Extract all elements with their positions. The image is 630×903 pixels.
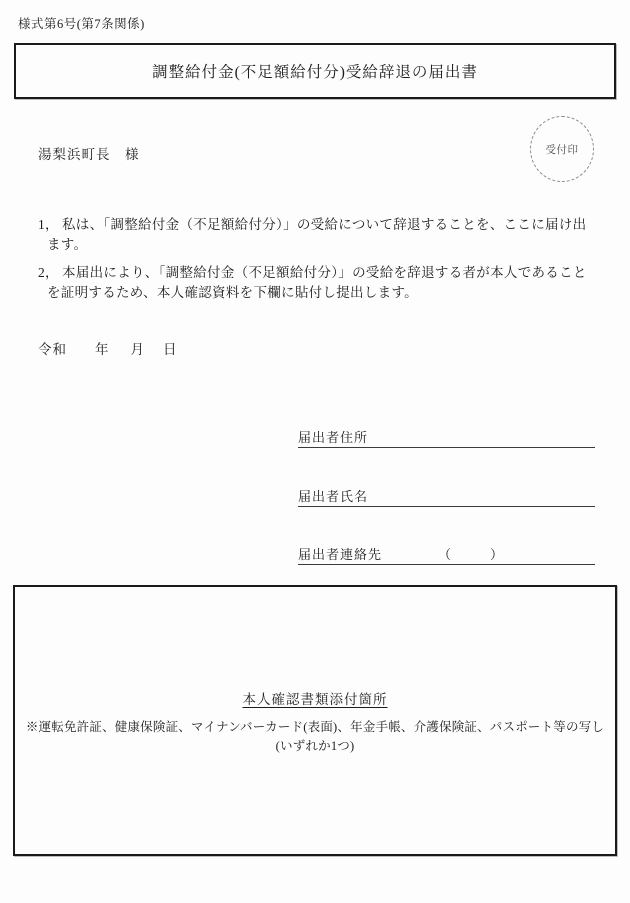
clause-1-text-line1: 私は、「調整給付金（不足額給付分）」の受給について辞退することを、ここに届け出: [62, 217, 587, 232]
applicant-contact-label: 届出者連絡先: [298, 547, 383, 562]
date-era-label: 令和: [38, 342, 67, 357]
applicant-name-field: [298, 488, 595, 507]
applicant-address-field: [298, 429, 595, 448]
id-attachment-note-line1: ※運転免許証、健康保険証、マイナンバーカード(表面)、年金手帳、介護保険証、パスポート等の写し: [25, 720, 605, 734]
contact-parentheses: （ ）: [438, 547, 504, 562]
applicant-name-label: 届出者氏名: [298, 489, 369, 504]
id-attachment-note-line2: (いずれか1つ): [275, 739, 355, 753]
date-day-label: 日: [163, 342, 178, 357]
clause-1-text-line2: ます。: [47, 237, 88, 252]
date-line: [38, 338, 178, 358]
date-year-label: 年: [95, 342, 110, 357]
form-number-label: 様式第6号(第7条関係): [18, 17, 145, 31]
id-attachment-box: [13, 585, 617, 856]
id-attachment-heading: 本人確認書類添付箇所: [242, 692, 388, 707]
clause-2-text-line1: 本届出により、「調整給付金（不足額給付分）」の受給を辞退する者が本人であること: [62, 265, 587, 280]
date-month-label: 月: [130, 342, 145, 357]
clause-2-text-line2: を証明するため、本人確認資料を下欄に貼付し提出します。: [47, 285, 418, 300]
applicant-address-label: 届出者住所: [298, 430, 369, 445]
clause-item-1: [38, 215, 606, 255]
clause-2-number: 2，: [38, 265, 59, 280]
reception-stamp-circle: [530, 116, 594, 182]
document-title: 調整給付金(不足額給付分)受給辞退の届出書: [152, 64, 478, 81]
clause-item-2: [38, 263, 606, 303]
applicant-contact-field: [298, 546, 595, 565]
reception-stamp-label: 受付印: [545, 144, 579, 156]
title-box: [14, 43, 616, 99]
addressee-line: 湯梨浜町長 様: [38, 147, 140, 162]
clause-1-number: 1，: [38, 217, 59, 232]
